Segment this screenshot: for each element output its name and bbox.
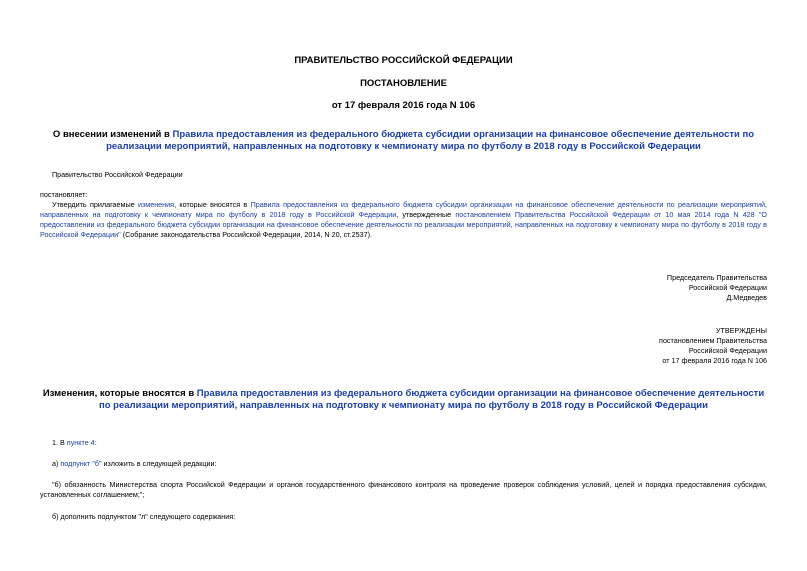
document-date: от 17 февраля 2016 года N 106	[331, 100, 476, 111]
changes-title-rules-link[interactable]: Правила предоставления из федерального бюджета субсидии организации на финансовое обеспечение деятельности по реализации мероприятий, направленных на подготовку к чемпионату мира по футболу в 2018 году в Российской Федерации	[99, 388, 765, 411]
government-line: Правительство Российской Федерации	[52, 170, 183, 179]
p1-text-c: , утвержденные	[396, 210, 456, 219]
changes-title	[40, 388, 767, 412]
item-1	[52, 438, 97, 448]
subpoint-b-quote: "б) обязанность Министерства спорта Российской Федерации и органов государственного финансового контроля на проведение проверок соблюдения условий, целей и порядка предоставления субсидии, установленных соглашением;";	[40, 480, 767, 499]
item-b: б) дополнить подпунктом "л" следующего содержания:	[52, 512, 236, 521]
signature-block	[467, 273, 767, 303]
approved-by: постановлением Правительства	[659, 336, 767, 345]
resolution-paragraph	[40, 200, 767, 240]
approval-block	[467, 326, 767, 366]
point-4-link[interactable]: пункте 4	[66, 438, 95, 447]
item-a-text-b: изложить в следующей редакции:	[101, 459, 217, 468]
title-rules-link[interactable]: Правила предоставления из федерального бюджета субсидии организации на финансовое обеспечение деятельности по реализации мероприятий, направленных на подготовку к чемпионату мира по футболу в 2018 году в Российской Федерации	[106, 129, 755, 152]
rules-link[interactable]: Правила предоставления из федерального бюджета субсидии организации на финансовое обеспечение деятельности по реализации мероприятий, направленных на подготовку к чемпионату мира по футболу в 2018 году в Российской Федерации	[40, 200, 767, 219]
subpoint-b-link[interactable]: подпункт "б"	[60, 459, 102, 468]
government-heading: ПРАВИТЕЛЬСТВО РОССИЙСКОЙ ФЕДЕРАЦИИ	[294, 55, 513, 66]
changes-link[interactable]: изменения	[137, 200, 175, 209]
resolution-428-link[interactable]: постановлением Правительства Российской Федерации от 10 мая 2014 года N 428 "О предоставлении из федерального бюджета субсидии организации на финансовое обеспечение деятельности по реализации мероприятий, направленных на подготовку к чемпионату мира по футболу в 2018 году в Российской Федерации"	[40, 210, 767, 239]
signature-country: Российской Федерации	[688, 283, 767, 292]
signature-position: Председатель Правительства	[666, 273, 767, 282]
signature-name: Д.Медведев	[726, 293, 767, 302]
resolves-line: постановляет:	[40, 190, 88, 199]
item-1-text-a: 1. В	[52, 438, 67, 447]
item-a-text-a: а)	[52, 459, 61, 468]
p1-text-b: , которые вносятся в	[174, 200, 251, 209]
approved-date: от 17 февраля 2016 года N 106	[662, 356, 767, 365]
approved-word: УТВЕРЖДЕНЫ	[715, 326, 767, 335]
p1-text-d: (Собрание законодательства Российской Федерации, 2014, N 20, ст.2537).	[120, 230, 373, 239]
document-title	[40, 129, 767, 153]
p1-text-a: Утвердить прилагаемые	[52, 200, 138, 209]
title-prefix: О внесении изменений в	[52, 129, 173, 140]
approved-country: Российской Федерации	[688, 346, 767, 355]
item-1-text-b: :	[94, 438, 97, 447]
document-type: ПОСТАНОВЛЕНИЕ	[360, 78, 447, 89]
item-a	[52, 459, 217, 469]
changes-title-prefix: Изменения, которые вносятся в	[42, 388, 197, 399]
